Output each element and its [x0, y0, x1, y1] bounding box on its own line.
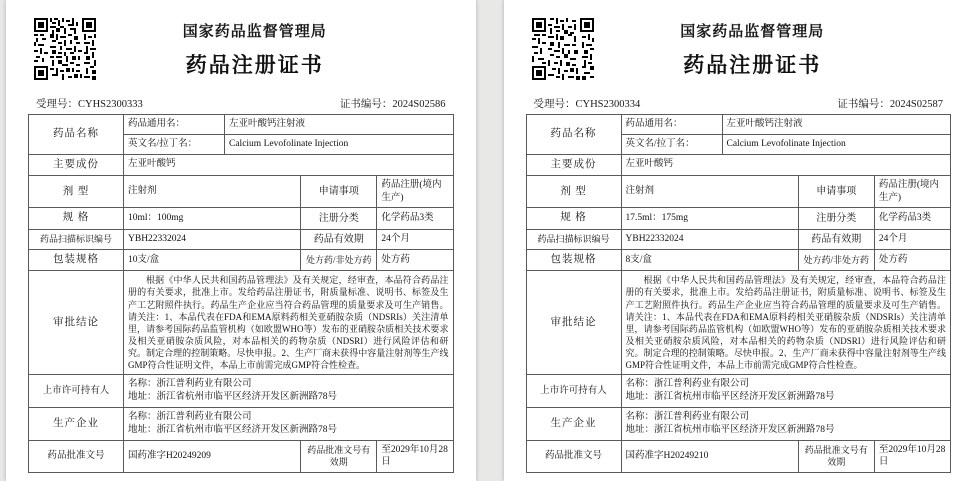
- acceptance-number: [534, 96, 641, 111]
- drug-name-label: 药品名称: [526, 115, 621, 155]
- manufacturer-info: [621, 408, 951, 441]
- table-row: [29, 440, 454, 473]
- manufacturer-label: 生产企业: [29, 408, 124, 441]
- mah-label: 上市许可持有人: [526, 375, 621, 408]
- registration-table: [526, 114, 952, 473]
- mah-info: [621, 375, 951, 408]
- mfr-addr-value: 浙江省杭州市临平区经济开发区新洲路78号: [654, 424, 835, 435]
- mfr-name-value: 浙江普利药业有限公司: [654, 412, 750, 423]
- qr-code-icon: [532, 18, 594, 80]
- shelf-life-label: 药品有效期: [301, 229, 377, 250]
- approval-number-label: 药品批准文号: [526, 440, 621, 473]
- prescription-type-value: 处方药: [874, 250, 950, 271]
- dosage-form-label: 剂 型: [29, 175, 124, 208]
- mfr-name-line: [626, 411, 947, 424]
- drug-name-label: 药品名称: [29, 115, 124, 155]
- mah-info: [124, 375, 454, 408]
- table-row: [526, 229, 951, 250]
- dosage-form-value: 注射剂: [621, 175, 798, 208]
- specification-label: 规 格: [526, 208, 621, 229]
- conclusion-paragraph: 根据《中华人民共和国药品管理法》及有关规定，经审查，本品符合药品注册的有关要求，批准上市。发给药品注册证书，附质量标准、说明书、标签及生产工艺附照件执行。药品生产企业应当符合药品管理的质量要求及可生产销售。请关注：1、本品代表在FDA和EMA原料药相关亚硝胺杂质（NDSRIs）关注清单里，请参考国际药品监管机构（如欧盟WHO等）发布的亚硝胺杂质相关技术要求及相关亚硝胺杂质风险，对本品相关的药物杂质（NDSRI）进行风险评估和研究。制定合理的控制策略。尽快申报。2、生产厂商未获得中容量注射剂等生产线GMP符合性证明文件，本品上市前需完成GMP符合性检查。: [625, 275, 946, 371]
- dosage-form-value: 注射剂: [124, 175, 301, 208]
- approval-number-value: 国药准字H20249210: [621, 440, 798, 473]
- specification-label: 规 格: [29, 208, 124, 229]
- mfr-addr-line: [128, 424, 449, 437]
- prescription-type-value: 处方药: [377, 250, 453, 271]
- registration-class-label: 注册分类: [301, 208, 377, 229]
- english-name-value: Calcium Levofolinate Injection: [722, 134, 951, 154]
- acceptance-number: [36, 96, 143, 111]
- mah-addr-line: [626, 391, 947, 404]
- table-row: [526, 208, 951, 229]
- identifier-code-value: YBH22332024: [621, 229, 798, 250]
- table-row: [526, 250, 951, 271]
- english-name-label: 英文名/拉丁名：: [124, 134, 225, 154]
- package-spec-label: 包装规格: [29, 250, 124, 271]
- mah-addr-line: [128, 391, 449, 404]
- generic-name-label: 药品通用名：: [124, 115, 225, 135]
- acceptance-number-value: CYHS2300333: [78, 99, 143, 110]
- acceptance-number-label: 受理号：: [36, 99, 78, 110]
- issuing-authority: 国家药品监督管理局: [680, 24, 825, 40]
- generic-name-value: 左亚叶酸钙注射液: [722, 115, 951, 135]
- table-row: [526, 375, 951, 408]
- application-item-label: 申请事项: [301, 175, 377, 208]
- table-row: [526, 115, 951, 135]
- mfr-name-label: 名称：: [625, 412, 655, 423]
- shelf-life-value: 24个月: [874, 229, 950, 250]
- certificate-header: [526, 14, 952, 92]
- table-row: [29, 208, 454, 229]
- manufacturer-info: [124, 408, 454, 441]
- main-ingredient-label: 主要成份: [526, 154, 621, 175]
- table-row: [29, 175, 454, 208]
- prescription-type-label: 处方药/非处方药: [301, 250, 377, 271]
- application-item-value: 药品注册(境内生产): [874, 175, 950, 208]
- conclusion-text: [124, 271, 454, 375]
- certificate-number-label: 证书编号：: [339, 99, 393, 110]
- mah-label: 上市许可持有人: [29, 375, 124, 408]
- conclusion-text: [621, 271, 951, 375]
- table-row: [29, 408, 454, 441]
- package-spec-label: 包装规格: [526, 250, 621, 271]
- certificate-number-value: 2024S02586: [392, 99, 446, 110]
- page-title: 药品注册证书: [185, 53, 324, 77]
- conclusion-label: 审批结论: [526, 271, 621, 375]
- mah-name-label: 名称：: [128, 379, 157, 390]
- certificate-number: [340, 96, 446, 111]
- approval-validity-label: 药品批准文号有效期: [798, 440, 874, 473]
- english-name-label: 英文名/拉丁名：: [621, 134, 722, 154]
- conclusion-paragraph: 根据《中华人民共和国药品管理法》及有关规定，经审查，本品符合药品注册的有关要求，批准上市。发给药品注册证书，附质量标准、说明书、标签及生产工艺附照件执行。药品生产企业应当符合药品管理的质量要求及可生产销售。请关注：1、本品代表在FDA和EMA原料药相关亚硝胺杂质（NDSRIs）关注清单里，请参考国际药品监管机构（如欧盟WHO等）发布的亚硝胺杂质相关技术要求及相关亚硝胺杂质风险，对本品相关的药物杂质（NDSRI）进行风险评估和研究。制定合理的控制策略。尽快申报。2、生产厂商未获得中容量注射剂等生产线GMP符合性证明文件，本品上市前需完成GMP符合性检查。: [128, 275, 449, 371]
- issuing-authority: 国家药品监督管理局: [182, 24, 327, 40]
- specification-value: 10ml：100mg: [124, 208, 301, 229]
- approval-validity-value: 至2029年10月28日: [874, 440, 950, 473]
- page-title: 药品注册证书: [683, 53, 822, 77]
- shelf-life-value: 24个月: [377, 229, 453, 250]
- table-row: [526, 154, 951, 175]
- identifier-code-label: 药品扫描标识编号: [526, 229, 621, 250]
- mfr-addr-label: 地址：: [625, 424, 655, 435]
- mfr-name-value: 浙江普利药业有限公司: [156, 412, 252, 423]
- mfr-name-label: 名称：: [128, 412, 157, 423]
- package-spec-value: 10支/盒: [124, 250, 301, 271]
- mah-name-value: 浙江普利药业有限公司: [654, 379, 750, 390]
- certificate-number: [837, 96, 943, 111]
- registration-class-label: 注册分类: [798, 208, 874, 229]
- generic-name-label: 药品通用名：: [621, 115, 722, 135]
- identifier-code-label: 药品扫描标识编号: [29, 229, 124, 250]
- main-ingredient-label: 主要成份: [29, 154, 124, 175]
- mah-addr-label: 地址：: [625, 392, 655, 403]
- mfr-addr-value: 浙江省杭州市临平区经济开发区新洲路78号: [156, 424, 338, 435]
- table-row: [29, 154, 454, 175]
- table-row: [29, 229, 454, 250]
- table-row: [29, 271, 454, 375]
- mah-name-line: [128, 378, 449, 391]
- table-row: [526, 271, 951, 375]
- registration-table: [28, 114, 454, 473]
- main-ingredient-value: 左亚叶酸钙: [124, 154, 454, 175]
- main-ingredient-value: 左亚叶酸钙: [621, 154, 951, 175]
- package-spec-value: 8支/盒: [621, 250, 798, 271]
- mfr-addr-label: 地址：: [128, 424, 157, 435]
- registration-class-value: 化学药品3类: [874, 208, 950, 229]
- table-row: [29, 115, 454, 135]
- conclusion-label: 审批结论: [29, 271, 124, 375]
- mah-addr-value: 浙江省杭州市临平区经济开发区新洲路78号: [654, 392, 835, 403]
- table-row: [29, 250, 454, 271]
- application-item-label: 申请事项: [798, 175, 874, 208]
- qr-code-icon: [34, 18, 96, 80]
- dosage-form-label: 剂 型: [526, 175, 621, 208]
- table-row: [526, 440, 951, 473]
- approval-number-label: 药品批准文号: [29, 440, 124, 473]
- approval-validity-value: 至2029年10月28日: [377, 440, 453, 473]
- table-row: [526, 175, 951, 208]
- registration-class-value: 化学药品3类: [377, 208, 453, 229]
- table-row: [526, 408, 951, 441]
- mah-addr-value: 浙江省杭州市临平区经济开发区新洲路78号: [156, 392, 338, 403]
- specification-value: 17.5ml：175mg: [621, 208, 798, 229]
- identifier-code-value: YBH22332024: [124, 229, 301, 250]
- approval-number-value: 国药准字H20249209: [124, 440, 301, 473]
- certificate-page-1: [6, 0, 476, 481]
- mah-addr-label: 地址：: [128, 392, 157, 403]
- approval-validity-label: 药品批准文号有效期: [301, 440, 377, 473]
- prescription-type-label: 处方药/非处方药: [798, 250, 874, 271]
- shelf-life-label: 药品有效期: [798, 229, 874, 250]
- acceptance-number-label: 受理号：: [533, 99, 576, 110]
- certificate-number-label: 证书编号：: [837, 99, 890, 110]
- mfr-addr-line: [626, 424, 947, 437]
- mfr-name-line: [128, 411, 449, 424]
- mah-name-label: 名称：: [625, 379, 655, 390]
- english-name-value: Calcium Levofolinate Injection: [225, 134, 454, 154]
- certificate-meta: [36, 96, 452, 111]
- acceptance-number-value: CYHS2300334: [575, 99, 641, 110]
- table-row: [29, 375, 454, 408]
- mah-name-value: 浙江普利药业有限公司: [156, 379, 252, 390]
- application-item-value: 药品注册(境内生产): [377, 175, 453, 208]
- certificate-meta: [534, 96, 950, 111]
- certificate-number-value: 2024S02587: [889, 99, 943, 110]
- certificate-page-2: [504, 0, 973, 481]
- manufacturer-label: 生产企业: [526, 408, 621, 441]
- generic-name-value: 左亚叶酸钙注射液: [225, 115, 454, 135]
- certificate-header: [28, 14, 454, 92]
- mah-name-line: [626, 378, 947, 391]
